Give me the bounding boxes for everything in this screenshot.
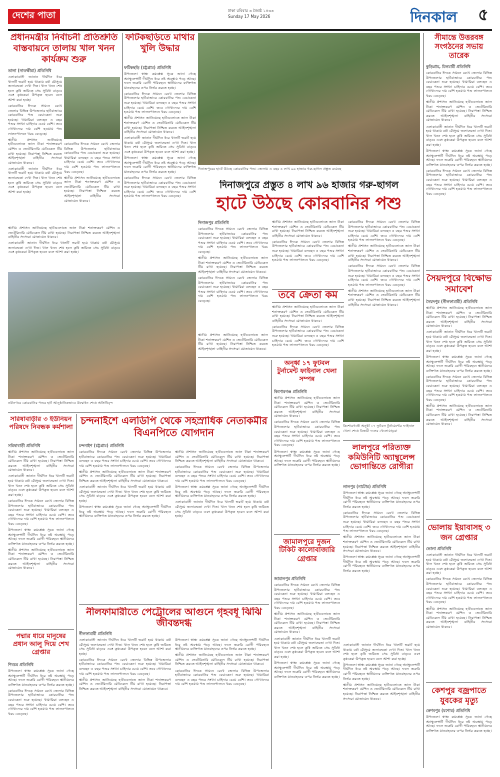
- padma-byline: শিবচর প্রতিনিধি: [8, 662, 34, 667]
- paragraph: স্থানীয় প্রশাসন জানিয়েছে হাটগুলোতে জাল টাকা শনাক্তকরণ মেশিন ও ভেটেরিনারি মেডিকেল টিম রাখা হয়েছে। নিরাপত্তা নিশ্চিত করতে আইনশৃঙ্খলা বাহিনীর সদস্যরা মোতায়েন থাকবে।: [64, 175, 120, 203]
- column-divider: [122, 33, 123, 269]
- dinajpur-body-5: [198, 333, 268, 355]
- nilphamari-body-1: [79, 638, 171, 769]
- chandanaish-body-1: [79, 450, 171, 602]
- paragraph: কোরবানির ঈদকে সামনে রেখে জেলার বিভিন্ন উপজেলার হাটবাজারে কোরবানির পশু বেচাকেনা শুরু হয়েছে। খামারিরা বলছেন এ বছর পশুর সংখ্যা চাহিদার চেয়ে বেশি। তবে গোখাদ্যের দাম বেশি হওয়ায় পশু লালনপালনে খরচ বেড়েছে।: [348, 220, 420, 243]
- paragraph: উপজেলা স্বাস্থ্য কমপ্লেক্স সূত্রে জানা গেছে অ্যাম্বুলেন্সটি দীর্ঘদিন ধরে নষ্ট অবস্থায় পড়ে আছে। ফলে জরুরি রোগী পরিবহনে স্থানীয়দের ব্যক্তিগত যানবাহনের ওপর নির্ভর করতে হচ্ছে।: [426, 715, 492, 733]
- divider: [8, 629, 74, 630]
- dinajpur-body-4: [348, 220, 420, 355]
- lalpur-headline: লালপুরে পরিত্যক্ত কমিউনিটি অ্যাম্বুলেন্স ভোগান্তিতে রোগীরা: [348, 443, 415, 472]
- paragraph: এলাকাবাসী জানান দীর্ঘদিন ধরে খালটি ভরাট হয়ে থাকায় বর্ষা মৌসুমে জলাবদ্ধতা দেখা দিত। খাল খনন শেষ হলে কৃষি জমিতে সেচ সুবিধা বাড়বে এবং কৃষকেরা উপকৃত হবেন বলে আশা করা হচ্ছে।: [426, 553, 492, 576]
- border-headline: সীমান্তে উত্তরবঙ্গ সংগঠনের সভায় তারেক: [434, 33, 484, 60]
- paragraph: কোরবানির ঈদকে সামনে রেখে জেলার বিভিন্ন উপজেলার হাটবাজারে কোরবানির পশু বেচাকেনা শুরু হয়েছে। খামারিরা বলছেন এ বছর পশুর সংখ্যা চাহিদার চেয়ে বেশি। তবে গোখাদ্যের দাম বেশি হওয়ায় পশু লালনপালনে খরচ বেড়েছে।: [79, 657, 171, 676]
- dinajpur-kicker: দিনাজপুরে প্রস্তুত ৪ লাখ ৯৬ হাজার গরু-ছাগল: [219, 180, 399, 191]
- jamalpur-body: [274, 583, 340, 769]
- paragraph: স্থানীয় প্রশাসন জানিয়েছে হাটগুলোতে জাল টাকা শনাক্তকরণ মেশিন ও ভেটেরিনারি মেডিকেল টিম রাখা হয়েছে। নিরাপত্তা নিশ্চিত করতে আইনশৃঙ্খলা বাহিনীর সদস্যরা মোতায়েন থাকবে।: [343, 682, 420, 701]
- column-divider: [76, 414, 77, 769]
- border-byline: কুড়িগ্রাম, চিলমারী প্রতিনিধি: [426, 64, 471, 69]
- paragraph: স্থানীয় প্রশাসন জানিয়েছে হাটগুলোতে জাল টাকা শনাক্তকরণ মেশিন ও ভেটেরিনারি মেডিকেল টিম রাখা হয়েছে। নিরাপত্তা নিশ্চিত করতে আইনশৃঙ্খলা বাহিনীর সদস্যরা মোতায়েন থাকবে।: [175, 653, 269, 667]
- paragraph: কোরবানির ঈদকে সামনে রেখে জেলার বিভিন্ন উপজেলার হাটবাজারে কোরবানির পশু বেচাকেনা শুরু হয়েছে। খামারিরা বলছেন এ বছর পশুর সংখ্যা চাহিদার চেয়ে বেশি। তবে গোখাদ্যের দাম বেশি হওয়ায় পশু লালনপালনে খরচ বেড়েছে।: [426, 168, 492, 196]
- paragraph: স্থানীয় প্রশাসন জানিয়েছে হাটগুলোতে জাল টাকা শনাক্তকরণ মেশিন ও ভেটেরিনারি মেডিকেল টিম রাখা হয়েছে। নিরাপত্তা নিশ্চিত করতে আইনশৃঙ্খলা বাহিনীর সদস্যরা মোতায়েন থাকবে।: [8, 450, 74, 473]
- divider: [8, 412, 196, 413]
- keshabpur-body: [426, 715, 492, 769]
- paragraph: এলাকাবাসী জানান দীর্ঘদিন ধরে খালটি ভরাট হয়ে থাকায় বর্ষা মৌসুমে জলাবদ্ধতা দেখা দিত। খাল খনন শেষ হলে কৃষি জমিতে সেচ সুবিধা বাড়বে এবং কৃষকেরা উপকৃত হবেন বলে আশা করা হচ্ছে।: [8, 75, 62, 102]
- keshabpur-headline: কেশপুর বজ্রপাতে যুবকের মৃত্যু: [431, 686, 487, 705]
- paragraph: স্থানীয় প্রশাসন জানিয়েছে হাটগুলোতে জাল টাকা শনাক্তকরণ মেশিন ও ভেটেরিনারি মেডিকেল টিম রাখা হয়েছে। নিরাপত্তা নিশ্চিত করতে আইনশৃঙ্খলা বাহিনীর সদস্যরা মোতায়েন থাকবে।: [272, 220, 344, 238]
- masthead-logo: দিনকাল: [410, 8, 458, 26]
- border-body: [426, 71, 492, 269]
- event-photo-caption: নবীনগরে কোরবানির পশুর হাট আনুষ্ঠানিকভাবে উদ্বোধন শেষে অতিথিবৃন্দ: [8, 401, 113, 405]
- divider: [343, 440, 420, 441]
- paragraph: স্থানীয় প্রশাসন জানিয়েছে হাটগুলোতে জাল টাকা শনাক্তকরণ মেশিন ও ভেটেরিনারি মেডিকেল টিম রাখা হয়েছে। নিরাপত্তা নিশ্চিত করতে আইনশৃঙ্খলা বাহিনীর সদস্যরা মোতায়েন থাকবে।: [348, 288, 420, 307]
- fatikchhari-headline: ফটিকছড়িতে মাথার খুলি উদ্ধার: [125, 33, 195, 54]
- cattle-market-photo: [198, 33, 420, 165]
- lalpur-body-1: [343, 491, 420, 641]
- paragraph: কোরবানির ঈদকে সামনে রেখে জেলার বিভিন্ন উপজেলার হাটবাজারে কোরবানির পশু বেচাকেনা শুরু হয়েছে। খামারিরা বলছেন এ বছর পশুর সংখ্যা চাহিদার চেয়ে বেশি। তবে গোখাদ্যের দাম বেশি হওয়ায় পশু লালনপালনে খরচ বেড়েছে।: [426, 577, 492, 605]
- paragraph: কোরবানির ঈদকে সামনে রেখে জেলার বিভিন্ন উপজেলার হাটবাজারে কোরবানির পশু বেচাকেনা শুরু হয়েছে। খামারিরা বলছেন এ বছর পশুর সংখ্যা চাহিদার চেয়ে বেশি। তবে গোখাদ্যের দাম বেশি হওয়ায় পশু লালনপালনে খরচ বেড়েছে।: [198, 275, 268, 303]
- paragraph: উপজেলা স্বাস্থ্য কমপ্লেক্স সূত্রে জানা গেছে অ্যাম্বুলেন্সটি দীর্ঘদিন ধরে নষ্ট অবস্থায় পড়ে আছে। ফলে জরুরি রোগী পরিবহনে স্থানীয়দের ব্যক্তিগত যানবাহনের ওপর নির্ভর করতে হচ্ছে।: [175, 485, 269, 499]
- saidpur-headline: সৈয়দপুরে বিক্ষোভ সমাবেশ: [426, 274, 492, 295]
- paragraph: স্থানীয় প্রশাসন জানিয়েছে হাটগুলোতে জাল টাকা শনাক্তকরণ মেশিন ও ভেটেরিনারি মেডিকেল টিম রাখা হয়েছে। নিরাপত্তা নিশ্চিত করতে আইনশৃঙ্খলা বাহিনীর সদস্যরা মোতায়েন থাকবে।: [198, 256, 268, 274]
- nilphamari-body-2: [175, 638, 269, 769]
- paragraph: কোরবানির ঈদকে সামনে রেখে জেলার বিভিন্ন উপজেলার হাটবাজারে কোরবানির পশু বেচাকেনা শুরু হয়েছে। খামারিরা বলছেন এ বছর পশুর সংখ্যা চাহিদার চেয়ে বেশি। তবে গোখাদ্যের দাম বেশি হওয়ায় পশু লালনপালনে খরচ বেড়েছে।: [274, 420, 340, 448]
- paragraph: এলাকাবাসী জানান দীর্ঘদিন ধরে খালটি ভরাট হয়ে থাকায় বর্ষা মৌসুমে জলাবদ্ধতা দেখা দিত। খাল খনন শেষ হলে কৃষি জমিতে সেচ সুবিধা বাড়বে এবং কৃষকেরা উপকৃত হবেন বলে আশা করা হচ্ছে।: [426, 330, 492, 353]
- football-team-photo: [343, 360, 420, 422]
- dinajpur-body-1: [198, 227, 268, 332]
- pm-canal-body-2: [64, 142, 120, 223]
- paragraph: এলাকাবাসী জানান দীর্ঘদিন ধরে খালটি ভরাট হয়ে থাকায় বর্ষা মৌসুমে জলাবদ্ধতা দেখা দিত। খাল খনন শেষ হলে কৃষি জমিতে সেচ সুবিধা বাড়বে এবং কৃষকেরা উপকৃত হবেন বলে আশা করা হচ্ছে।: [79, 638, 171, 656]
- pm-canal-byline: তালা (সাতক্ষীরা) প্রতিনিধি: [8, 68, 52, 73]
- paragraph: স্থানীয় প্রশাসন জানিয়েছে হাটগুলোতে জাল টাকা শনাক্তকরণ মেশিন ও ভেটেরিনারি মেডিকেল টিম রাখা হয়েছে। নিরাপত্তা নিশ্চিত করতে আইনশৃঙ্খলা বাহিনীর সদস্যরা মোতায়েন থাকবে।: [274, 396, 340, 419]
- date-bangla: ঢাকা রবিবার ৩ জ্যৈষ্ঠ ১৪৩৩: [228, 8, 274, 13]
- paragraph: স্থানীয় প্রশাসন জানিয়েছে হাটগুলোতে জাল টাকা শনাক্তকরণ মেশিন ও ভেটেরিনারি মেডিকেল টিম রাখা হয়েছে। নিরাপত্তা নিশ্চিত করতে আইনশৃঙ্খলা বাহিনীর সদস্যরা মোতায়েন থাকবে।: [79, 677, 171, 691]
- sarishabari-body: [8, 450, 74, 628]
- canal-photo: [64, 77, 120, 139]
- paragraph: কোরবানির ঈদকে সামনে রেখে জেলার বিভিন্ন উপজেলার হাটবাজারে কোরবানির পশু বেচাকেনা শুরু হয়েছে। খামারিরা বলছেন এ বছর পশুর সংখ্যা চাহিদার চেয়ে বেশি। তবে গোখাদ্যের দাম বেশি হওয়ায় পশু লালনপালনে খরচ বেড়েছে।: [64, 142, 120, 174]
- padma-body: [8, 669, 74, 769]
- paragraph: স্থানীয় প্রশাসন জানিয়েছে হাটগুলোতে জাল টাকা শনাক্তকরণ মেশিন ও ভেটেরিনারি মেডিকেল টিম রাখা হয়েছে। নিরাপত্তা নিশ্চিত করতে আইনশৃঙ্খলা বাহিনীর সদস্যরা মোতায়েন থাকবে।: [272, 305, 344, 323]
- paragraph: স্থানীয় প্রশাসন জানিয়েছে হাটগুলোতে জাল টাকা শনাক্তকরণ মেশিন ও ভেটেরিনারি মেডিকেল টিম রাখা হয়েছে। নিরাপত্তা নিশ্চিত করতে আইনশৃঙ্খলা বাহিনীর সদস্যরা মোতায়েন থাকবে।: [426, 606, 492, 629]
- paragraph: কোরবানির ঈদকে সামনে রেখে জেলার বিভিন্ন উপজেলার হাটবাজারে কোরবানির পশু বেচাকেনা শুরু হয়েছে। খামারিরা বলছেন এ বছর পশুর সংখ্যা চাহিদার চেয়ে বেশি। তবে গোখাদ্যের দাম বেশি হওয়ায় পশু লালনপালনে খরচ বেড়েছে।: [8, 498, 74, 526]
- paragraph: এলাকাবাসী জানান দীর্ঘদিন ধরে খালটি ভরাট হয়ে থাকায় বর্ষা মৌসুমে জলাবদ্ধতা দেখা দিত। খাল খনন শেষ হলে কৃষি জমিতে সেচ সুবিধা বাড়বে এবং কৃষকেরা উপকৃত হবেন বলে আশা করা হচ্ছে।: [8, 166, 62, 194]
- paragraph: উপজেলা স্বাস্থ্য কমপ্লেক্স সূত্রে জানা গেছে অ্যাম্বুলেন্সটি দীর্ঘদিন ধরে নষ্ট অবস্থায় পড়ে আছে। ফলে জরুরি রোগী পরিবহনে স্থানীয়দের ব্যক্তিগত যানবাহনের ওপর নির্ভর করতে হচ্ছে।: [8, 528, 74, 546]
- paragraph: স্থানীয় প্রশাসন জানিয়েছে হাটগুলোতে জাল টাকা শনাক্তকরণ মেশিন ও ভেটেরিনারি মেডিকেল টিম রাখা হয়েছে। নিরাপত্তা নিশ্চিত করতে আইনশৃঙ্খলা বাহিনীর সদস্যরা মোতায়েন থাকবে।: [175, 450, 269, 464]
- lalpur-body-2: [343, 643, 420, 769]
- divider: [274, 534, 340, 535]
- paragraph: উপজেলা স্বাস্থ্য কমপ্লেক্স সূত্রে জানা গেছে অ্যাম্বুলেন্সটি দীর্ঘদিন ধরে নষ্ট অবস্থায় পড়ে আছে। ফলে জরুরি রোগী পরিবহনে স্থানীয়দের ব্যক্তিগত যানবাহনের ওপর নির্ভর করতে হচ্ছে।: [343, 491, 420, 509]
- paragraph: উপজেলা স্বাস্থ্য কমপ্লেক্স সূত্রে জানা গেছে অ্যাম্বুলেন্সটি দীর্ঘদিন ধরে নষ্ট অবস্থায় পড়ে আছে। ফলে জরুরি রোগী পরিবহনে স্থানীয়দের ব্যক্তিগত যানবাহনের ওপর নির্ভর করতে হচ্ছে।: [79, 505, 171, 519]
- paragraph: কোরবানির ঈদকে সামনে রেখে জেলার বিভিন্ন উপজেলার হাটবাজারে কোরবানির পশু বেচাকেনা শুরু হয়েছে। খামারিরা বলছেন এ বছর পশুর সংখ্যা চাহিদার চেয়ে বেশি। তবে গোখাদ্যের দাম বেশি হওয়ায় পশু লালনপালনে খরচ বেড়েছে।: [175, 668, 269, 687]
- paragraph: উপজেলা স্বাস্থ্য কমপ্লেক্স সূত্রে জানা গেছে অ্যাম্বুলেন্সটি দীর্ঘদিন ধরে নষ্ট অবস্থায় পড়ে আছে। ফলে জরুরি রোগী পরিবহনে স্থানীয়দের ব্যক্তিগত যানবাহনের ওপর নির্ভর করতে হচ্ছে।: [274, 449, 340, 468]
- paragraph: উপজেলা স্বাস্থ্য কমপ্লেক্স সূত্রে জানা গেছে অ্যাম্বুলেন্সটি দীর্ঘদিন ধরে নষ্ট অবস্থায় পড়ে আছে। ফলে জরুরি রোগী পরিবহনে স্থানীয়দের ব্যক্তিগত যানবাহনের ওপর নির্ভর করতে হচ্ছে।: [343, 662, 420, 681]
- saidpur-byline: সৈয়দপুর (নীলফামারী) প্রতিনিধি: [426, 299, 478, 304]
- dinajpur-headline: হাটে উঠছে কোরবানির পশু: [216, 194, 402, 214]
- paragraph: উপজেলা স্বাস্থ্য কমপ্লেক্স সূত্রে জানা গেছে অ্যাম্বুলেন্সটি দীর্ঘদিন ধরে নষ্ট অবস্থায় পড়ে আছে। ফলে জরুরি রোগী পরিবহনে স্থানীয়দের ব্যক্তিগত যানবাহনের ওপর নির্ভর করতে হচ্ছে।: [124, 72, 196, 90]
- football-byline: কিশোরগঞ্জ প্রতিনিধি: [274, 389, 307, 394]
- page-number: ৫: [478, 5, 489, 24]
- paragraph: এলাকাবাসী জানান দীর্ঘদিন ধরে খালটি ভরাট হয়ে থাকায় বর্ষা মৌসুমে জলাবদ্ধতা দেখা দিত। খাল খনন শেষ হলে কৃষি জমিতে সেচ সুবিধা বাড়বে এবং কৃষকেরা উপকৃত হবেন বলে আশা করা হচ্ছে।: [79, 485, 171, 503]
- paragraph: স্থানীয় প্রশাসন জানিয়েছে হাটগুলোতে জাল টাকা শনাক্তকরণ মেশিন ও ভেটেরিনারি মেডিকেল টিম রাখা হয়েছে। নিরাপত্তা নিশ্চিত করতে আইনশৃঙ্খলা বাহিনীর সদস্যরা মোতায়েন থাকবে।: [426, 306, 492, 329]
- header-rule: [8, 29, 492, 31]
- paragraph: এলাকাবাসী জানান দীর্ঘদিন ধরে খালটি ভরাট হয়ে থাকায় বর্ষা মৌসুমে জলাবদ্ধতা দেখা দিত। খাল খনন শেষ হলে কৃষি জমিতে সেচ সুবিধা বাড়বে এবং কৃষকেরা উপকৃত হবেন বলে আশা করা হচ্ছে।: [426, 124, 492, 147]
- paragraph: উপজেলা স্বাস্থ্য কমপ্লেক্স সূত্রে জানা গেছে অ্যাম্বুলেন্সটি দীর্ঘদিন ধরে নষ্ট অবস্থায় পড়ে আছে। ফলে জরুরি রোগী পরিবহনে স্থানীয়দের ব্যক্তিগত যানবাহনের ওপর নির্ভর করতে হচ্ছে।: [175, 638, 269, 652]
- paragraph: উপজেলা স্বাস্থ্য কমপ্লেক্স সূত্রে জানা গেছে অ্যাম্বুলেন্সটি দীর্ঘদিন ধরে নষ্ট অবস্থায় পড়ে আছে। ফলে জরুরি রোগী পরিবহনে স্থানীয়দের ব্যক্তিগত যানবাহনের ওপর নির্ভর করতে হচ্ছে।: [426, 354, 492, 373]
- divider: [198, 357, 420, 358]
- paragraph: কোরবানির ঈদকে সামনে রেখে জেলার বিভিন্ন উপজেলার হাটবাজারে কোরবানির পশু বেচাকেনা শুরু হয়েছে। খামারিরা বলছেন এ বছর পশুর সংখ্যা চাহিদার চেয়ে বেশি। তবে গোখাদ্যের দাম বেশি হওয়ায় পশু লালনপালনে খরচ বেড়েছে।: [272, 324, 344, 348]
- divider: [79, 604, 269, 605]
- keshabpur-byline: কেশবপুর (যশোর) প্রতিনিধি: [426, 708, 471, 713]
- football-body: [274, 396, 340, 532]
- sarishabari-headline: সরিষাবাড়ীর ৩ ইউনিয়ন পরিষদে নিবন্ধক কর্মশালা: [9, 416, 73, 431]
- paragraph: এলাকাবাসী জানান দীর্ঘদিন ধরে খালটি ভরাট হয়ে থাকায় বর্ষা মৌসুমে জলাবদ্ধতা দেখা দিত। খাল খনন শেষ হলে কৃষি জমিতে সেচ সুবিধা বাড়বে এবং কৃষকেরা উপকৃত হবেন বলে আশা করা হচ্ছে।: [175, 500, 269, 519]
- paragraph: কোরবানির ঈদকে সামনে রেখে জেলার বিভিন্ন উপজেলার হাটবাজারে কোরবানির পশু বেচাকেনা শুরু হয়েছে। খামারিরা বলছেন এ বছর পশুর সংখ্যা চাহিদার চেয়ে বেশি। তবে গোখাদ্যের দাম বেশি হওয়ায় পশু লালনপালনে খরচ বেড়েছে।: [8, 104, 62, 136]
- bhola-body: [426, 553, 492, 681]
- paragraph: এলাকাবাসী জানান দীর্ঘদিন ধরে খালটি ভরাট হয়ে থাকায় বর্ষা মৌসুমে জলাবদ্ধতা দেখা দিত। খাল খনন শেষ হলে কৃষি জমিতে সেচ সুবিধা বাড়বে এবং কৃষকেরা উপকৃত হবেন বলে আশা করা হচ্ছে।: [124, 136, 196, 154]
- paragraph: স্থানীয় প্রশাসন জানিয়েছে হাটগুলোতে জাল টাকা শনাক্তকরণ মেশিন ও ভেটেরিনারি মেডিকেল টিম রাখা হয়েছে। নিরাপত্তা নিশ্চিত করতে আইনশৃঙ্খলা বাহিনীর সদস্যরা মোতায়েন থাকবে।: [8, 547, 74, 571]
- jamalpur-byline: জামালপুর প্রতিনিধি: [274, 576, 306, 581]
- paragraph: কোরবানির ঈদকে সামনে রেখে জেলার বিভিন্ন উপজেলার হাটবাজারে কোরবানির পশু বেচাকেনা শুরু হয়েছে। খামারিরা বলছেন এ বছর পশুর সংখ্যা চাহিদার চেয়ে বেশি। তবে গোখাদ্যের দাম বেশি হওয়ায় পশু লালনপালনে খরচ বেড়েছে।: [124, 91, 196, 115]
- divider: [426, 519, 492, 520]
- dinajpur-body-3: [272, 305, 344, 355]
- paragraph: স্থানীয় প্রশাসন জানিয়েছে হাটগুলোতে জাল টাকা শনাক্তকরণ মেশিন ও ভেটেরিনারি মেডিকেল টিম রাখা হয়েছে। নিরাপত্তা নিশ্চিত করতে আইনশৃঙ্খলা বাহিনীর সদস্যরা মোতায়েন থাকবে।: [426, 100, 492, 123]
- paragraph: কোরবানির ঈদকে সামনে রেখে জেলার বিভিন্ন উপজেলার হাটবাজারে কোরবানির পশু বেচাকেনা শুরু হয়েছে। খামারিরা বলছেন এ বছর পশুর সংখ্যা চাহিদার চেয়ে বেশি। তবে গোখাদ্যের দাম বেশি হওয়ায় পশু লালনপালনে খরচ বেড়েছে।: [124, 175, 196, 199]
- fatikchhari-byline: ফটিকছড়ি (চট্টগ্রাম) প্রতিনিধি: [124, 65, 172, 70]
- event-photo: [8, 272, 196, 399]
- paragraph: স্থানীয় প্রশাসন জানিয়েছে হাটগুলোতে জাল টাকা শনাক্তকরণ মেশিন ও ভেটেরিনারি মেডিকেল টিম রাখা হয়েছে। নিরাপত্তা নিশ্চিত করতে আইনশৃঙ্খলা বাহিনীর সদস্যরা মোতায়েন থাকবে।: [348, 244, 420, 263]
- divider: [426, 270, 492, 271]
- column-divider: [423, 33, 424, 768]
- pm-canal-body-3: [8, 226, 120, 270]
- chandanaish-headline: চন্দনাইশে এলডিপি থেকে সহস্রাধিক নেতাকর্মীর বিএনপিতে যোগদান: [80, 416, 268, 439]
- lalpur-byline: লালপুর (নাটোর) প্রতিনিধি: [343, 484, 387, 489]
- paragraph: কোরবানির ঈদকে সামনে রেখে জেলার বিভিন্ন উপজেলার হাটবাজারে কোরবানির পশু বেচাকেনা শুরু হয়েছে। খামারিরা বলছেন এ বছর পশুর সংখ্যা চাহিদার চেয়ে বেশি। তবে গোখাদ্যের দাম বেশি হওয়ায় পশু লালনপালনে খরচ বেড়েছে।: [8, 688, 74, 716]
- chandanaish-body-2: [175, 450, 269, 602]
- saidpur-body: [426, 306, 492, 518]
- date-english: Sunday 17 May 2026: [228, 14, 271, 19]
- paragraph: স্থানীয় প্রশাসন জানিয়েছে হাটগুলোতে জাল টাকা শনাক্তকরণ মেশিন ও ভেটেরিনারি মেডিকেল টিম রাখা হয়েছে। নিরাপত্তা নিশ্চিত করতে আইনশৃঙ্খলা বাহিনীর সদস্যরা মোতায়েন থাকবে।: [124, 116, 196, 135]
- paragraph: কোরবানির ঈদকে সামনে রেখে জেলার বিভিন্ন উপজেলার হাটবাজারে কোরবানির পশু বেচাকেনা শুরু হয়েছে। খামারিরা বলছেন এ বছর পশুর সংখ্যা চাহিদার চেয়ে বেশি। তবে গোখাদ্যের দাম বেশি হওয়ায় পশু লালনপালনে খরচ বেড়েছে।: [348, 264, 420, 287]
- paragraph: কোরবানির ঈদকে সামনে রেখে জেলার বিভিন্ন উপজেলার হাটবাজারে কোরবানির পশু বেচাকেনা শুরু হয়েছে। খামারিরা বলছেন এ বছর পশুর সংখ্যা চাহিদার চেয়ে বেশি। তবে গোখাদ্যের দাম বেশি হওয়ায় পশু লালনপালনে খরচ বেড়েছে।: [426, 71, 492, 98]
- paragraph: এলাকাবাসী জানান দীর্ঘদিন ধরে খালটি ভরাট হয়ে থাকায় বর্ষা মৌসুমে জলাবদ্ধতা দেখা দিত। খাল খনন শেষ হলে কৃষি জমিতে সেচ সুবিধা বাড়বে এবং কৃষকেরা উপকৃত হবেন বলে আশা করা হচ্ছে।: [8, 474, 74, 497]
- paragraph: কোরবানির ঈদকে সামনে রেখে জেলার বিভিন্ন উপজেলার হাটবাজারে কোরবানির পশু বেচাকেনা শুরু হয়েছে। খামারিরা বলছেন এ বছর পশুর সংখ্যা চাহিদার চেয়ে বেশি। তবে গোখাদ্যের দাম বেশি হওয়ায় পশু লালনপালনে খরচ বেড়েছে।: [426, 374, 492, 402]
- paragraph: উপজেলা স্বাস্থ্য কমপ্লেক্স সূত্রে জানা গেছে অ্যাম্বুলেন্সটি দীর্ঘদিন ধরে নষ্ট অবস্থায় পড়ে আছে। ফলে জরুরি রোগী পরিবহনে স্থানীয়দের ব্যক্তিগত যানবাহনের ওপর নির্ভর করতে হচ্ছে।: [8, 669, 74, 687]
- divider: [426, 682, 492, 683]
- chandanaish-byline: চন্দনাইশ (চট্টগ্রাম) প্রতিনিধি: [79, 443, 124, 448]
- paragraph: এলাকাবাসী জানান দীর্ঘদিন ধরে খালটি ভরাট হয়ে থাকায় বর্ষা মৌসুমে জলাবদ্ধতা দেখা দিত। খাল খনন শেষ হলে কৃষি জমিতে সেচ সুবিধা বাড়বে এবং কৃষকেরা উপকৃত হবেন বলে আশা করা হচ্ছে।: [343, 643, 420, 661]
- football-photo-caption: কিশোরগঞ্জে অনূর্ধ্ব ১৭ ফুটবল টুর্নামেন্টের ফাইনাল খেলা শেষে বিজয়ী দলের খেলোয়াড়রা: [343, 424, 415, 433]
- jamalpur-headline: জামালপুরে দুজন টিকিট কালোবাজারি গ্রেপ্তার: [278, 538, 336, 563]
- paragraph: উপজেলা স্বাস্থ্য কমপ্লেক্স সূত্রে জানা গেছে অ্যাম্বুলেন্সটি দীর্ঘদিন ধরে নষ্ট অবস্থায় পড়ে আছে। ফলে জরুরি রোগী পরিবহনে স্থানীয়দের ব্যক্তিগত যানবাহনের ওপর নির্ভর করতে হচ্ছে।: [426, 149, 492, 167]
- bhola-headline: ভোলায় ইয়াবাসহ ৩ জন গ্রেপ্তার: [427, 523, 491, 542]
- paragraph: কোরবানির ঈদকে সামনে রেখে জেলার বিভিন্ন উপজেলার হাটবাজারে কোরবানির পশু বেচাকেনা শুরু হয়েছে। খামারিরা বলছেন এ বছর পশুর সংখ্যা চাহিদার চেয়ে বেশি। তবে গোখাদ্যের দাম বেশি হওয়ায় পশু লালনপালনে খরচ বেড়েছে।: [198, 227, 268, 254]
- sarishabari-byline: সরিষাবাড়ী প্রতিনিধি: [8, 443, 41, 448]
- nilphamari-headline: নীলফামারীতে পেট্রোলের আগুনে গৃহবধূ ঝিঁঝি জীবন্তদগ্ধ: [86, 607, 262, 630]
- paragraph: স্থানীয় প্রশাসন জানিয়েছে হাটগুলোতে জাল টাকা শনাক্তকরণ মেশিন ও ভেটেরিনারি মেডিকেল টিম রাখা হয়েছে। নিরাপত্তা নিশ্চিত করতে আইনশৃঙ্খলা বাহিনীর সদস্যরা মোতায়েন থাকবে।: [8, 226, 120, 240]
- paragraph: কোরবানির ঈদকে সামনে রেখে জেলার বিভিন্ন উপজেলার হাটবাজারে কোরবানির পশু বেচাকেনা শুরু হয়েছে। খামারিরা বলছেন এ বছর পশুর সংখ্যা চাহিদার চেয়ে বেশি। তবে গোখাদ্যের দাম বেশি হওয়ায় পশু লালনপালনে খরচ বেড়েছে।: [79, 450, 171, 468]
- dinajpur-subhead: তবে ক্রেতা কম: [272, 289, 344, 303]
- paragraph: কোরবানির ঈদকে সামনে রেখে জেলার বিভিন্ন উপজেলার হাটবাজারে কোরবানির পশু বেচাকেনা শুরু হয়েছে। খামারিরা বলছেন এ বছর পশুর সংখ্যা চাহিদার চেয়ে বেশি। তবে গোখাদ্যের দাম বেশি হওয়ায় পশু লালনপালনে খরচ বেড়েছে।: [274, 583, 340, 610]
- paragraph: স্থানীয় প্রশাসন জানিয়েছে হাটগুলোতে জাল টাকা শনাক্তকরণ মেশিন ও ভেটেরিনারি মেডিকেল টিম রাখা হয়েছে। নিরাপত্তা নিশ্চিত করতে আইনশৃঙ্খলা বাহিনীর সদস্যরা মোতায়েন থাকবে।: [343, 535, 420, 554]
- paragraph: এলাকাবাসী জানান দীর্ঘদিন ধরে খালটি ভরাট হয়ে থাকায় বর্ষা মৌসুমে জলাবদ্ধতা দেখা দিত। খাল খনন শেষ হলে কৃষি জমিতে সেচ সুবিধা বাড়বে এবং কৃষকেরা উপকৃত হবেন বলে আশা করা হচ্ছে।: [8, 241, 120, 255]
- paragraph: স্থানীয় প্রশাসন জানিয়েছে হাটগুলোতে জাল টাকা শনাক্তকরণ মেশিন ও ভেটেরিনারি মেডিকেল টিম রাখা হয়েছে। নিরাপত্তা নিশ্চিত করতে আইনশৃঙ্খলা বাহিনীর সদস্যরা মোতায়েন থাকবে।: [79, 469, 171, 484]
- paragraph: কোরবানির ঈদকে সামনে রেখে জেলার বিভিন্ন উপজেলার হাটবাজারে কোরবানির পশু বেচাকেনা শুরু হয়েছে। খামারিরা বলছেন এ বছর পশুর সংখ্যা চাহিদার চেয়ে বেশি। তবে গোখাদ্যের দাম বেশি হওয়ায় পশু লালনপালনে খরচ বেড়েছে।: [343, 510, 420, 534]
- pm-canal-body-1: [8, 75, 62, 223]
- paragraph: উপজেলা স্বাস্থ্য কমপ্লেক্স সূত্রে জানা গেছে অ্যাম্বুলেন্সটি দীর্ঘদিন ধরে নষ্ট অবস্থায় পড়ে আছে। ফলে জরুরি রোগী পরিবহনে স্থানীয়দের ব্যক্তিগত যানবাহনের ওপর নির্ভর করতে হচ্ছে।: [343, 555, 420, 573]
- paragraph: কোরবানির ঈদকে সামনে রেখে জেলার বিভিন্ন উপজেলার হাটবাজারে কোরবানির পশু বেচাকেনা শুরু হয়েছে। খামারিরা বলছেন এ বছর পশুর সংখ্যা চাহিদার চেয়ে বেশি। তবে গোখাদ্যের দাম বেশি হওয়ায় পশু লালনপালনে খরচ বেড়েছে।: [272, 239, 344, 263]
- paragraph: স্থানীয় প্রশাসন জানিয়েছে হাটগুলোতে জাল টাকা শনাক্তকরণ মেশিন ও ভেটেরিনারি মেডিকেল টিম রাখা হয়েছে। নিরাপত্তা নিশ্চিত করতে আইনশৃঙ্খলা বাহিনীর সদস্যরা মোতায়েন থাকবে।: [198, 333, 268, 351]
- cattle-photo-caption: দিনাজপুরের হাটে উঠছে কোরবানির পশু। জেলায় এ বছর ৪ লাখ ৯৬ হাজার গরু-ছাগল প্রস্তুত রয়েছে: [198, 167, 342, 171]
- paragraph: স্থানীয় প্রশাসন জানিয়েছে হাটগুলোতে জাল টাকা শনাক্তকরণ মেশিন ও ভেটেরিনারি মেডিকেল টিম রাখা হয়েছে। নিরাপত্তা নিশ্চিত করতে আইনশৃঙ্খলা বাহিনীর সদস্যরা মোতায়েন থাকবে।: [8, 137, 62, 165]
- paragraph: স্থানীয় প্রশাসন জানিয়েছে হাটগুলোতে জাল টাকা শনাক্তকরণ মেশিন ও ভেটেরিনারি মেডিকেল টিম রাখা হয়েছে। নিরাপত্তা নিশ্চিত করতে আইনশৃঙ্খলা বাহিনীর সদস্যরা মোতায়েন থাকবে।: [426, 403, 492, 427]
- dinajpur-byline: দিনাজপুর প্রতিনিধি: [198, 220, 229, 225]
- paragraph: কোরবানির ঈদকে সামনে রেখে জেলার বিভিন্ন উপজেলার হাটবাজারে কোরবানির পশু বেচাকেনা শুরু হয়েছে। খামারিরা বলছেন এ বছর পশুর সংখ্যা চাহিদার চেয়ে বেশি। তবে গোখাদ্যের দাম বেশি হওয়ায় পশু লালনপালনে খরচ বেড়েছে।: [175, 465, 269, 484]
- paragraph: স্থানীয় প্রশাসন জানিয়েছে হাটগুলোতে জাল টাকা শনাক্তকরণ মেশিন ও ভেটেরিনারি মেডিকেল টিম রাখা হয়েছে। নিরাপত্তা নিশ্চিত করতে আইনশৃঙ্খলা বাহিনীর সদস্যরা মোতায়েন থাকবে।: [274, 612, 340, 635]
- section-label: দেশের পাতা: [8, 9, 60, 24]
- date-block: [228, 8, 308, 20]
- bhola-byline: ভোলা প্রতিনিধি: [426, 546, 452, 551]
- paragraph: উপজেলা স্বাস্থ্য কমপ্লেক্স সূত্রে জানা গেছে অ্যাম্বুলেন্সটি দীর্ঘদিন ধরে নষ্ট অবস্থায় পড়ে আছে। ফলে জরুরি রোগী পরিবহনে স্থানীয়দের ব্যক্তিগত যানবাহনের ওপর নির্ভর করতে হচ্ছে।: [124, 156, 196, 174]
- pm-canal-headline: প্রধানমন্ত্রীর নির্বাচনী প্রতিশ্রুতি বাস্তবায়নে তালায় খাল খনন কার্যক্রম শুরু: [10, 33, 118, 65]
- paragraph: উপজেলা স্বাস্থ্য কমপ্লেক্স সূত্রে জানা গেছে অ্যাম্বুলেন্সটি দীর্ঘদিন ধরে নষ্ট অবস্থায় পড়ে আছে। ফলে জরুরি রোগী পরিবহনে স্থানীয়দের ব্যক্তিগত যানবাহনের ওপর নির্ভর করতে হচ্ছে।: [274, 661, 340, 679]
- football-headline: অনূর্ধ্ব ১৭ ফুটবল টুর্নামেন্ট ফাইনাল খেলা সম্পন্ন: [277, 360, 337, 383]
- dinajpur-body-2: [272, 220, 344, 288]
- padma-headline: পদ্মার ধারে মানুষের প্রধান আলু দিয়ে শেখ গ্রেপ্তার: [13, 633, 69, 656]
- fatikchhari-body: [124, 72, 196, 268]
- column-divider: [271, 360, 272, 769]
- nilphamari-byline: নীলফামারী প্রতিনিধি: [79, 631, 112, 636]
- paragraph: এলাকাবাসী জানান দীর্ঘদিন ধরে খালটি ভরাট হয়ে থাকায় বর্ষা মৌসুমে জলাবদ্ধতা দেখা দিত। খাল খনন শেষ হলে কৃষি জমিতে সেচ সুবিধা বাড়বে এবং কৃষকেরা উপকৃত হবেন বলে আশা করা হচ্ছে।: [274, 636, 340, 659]
